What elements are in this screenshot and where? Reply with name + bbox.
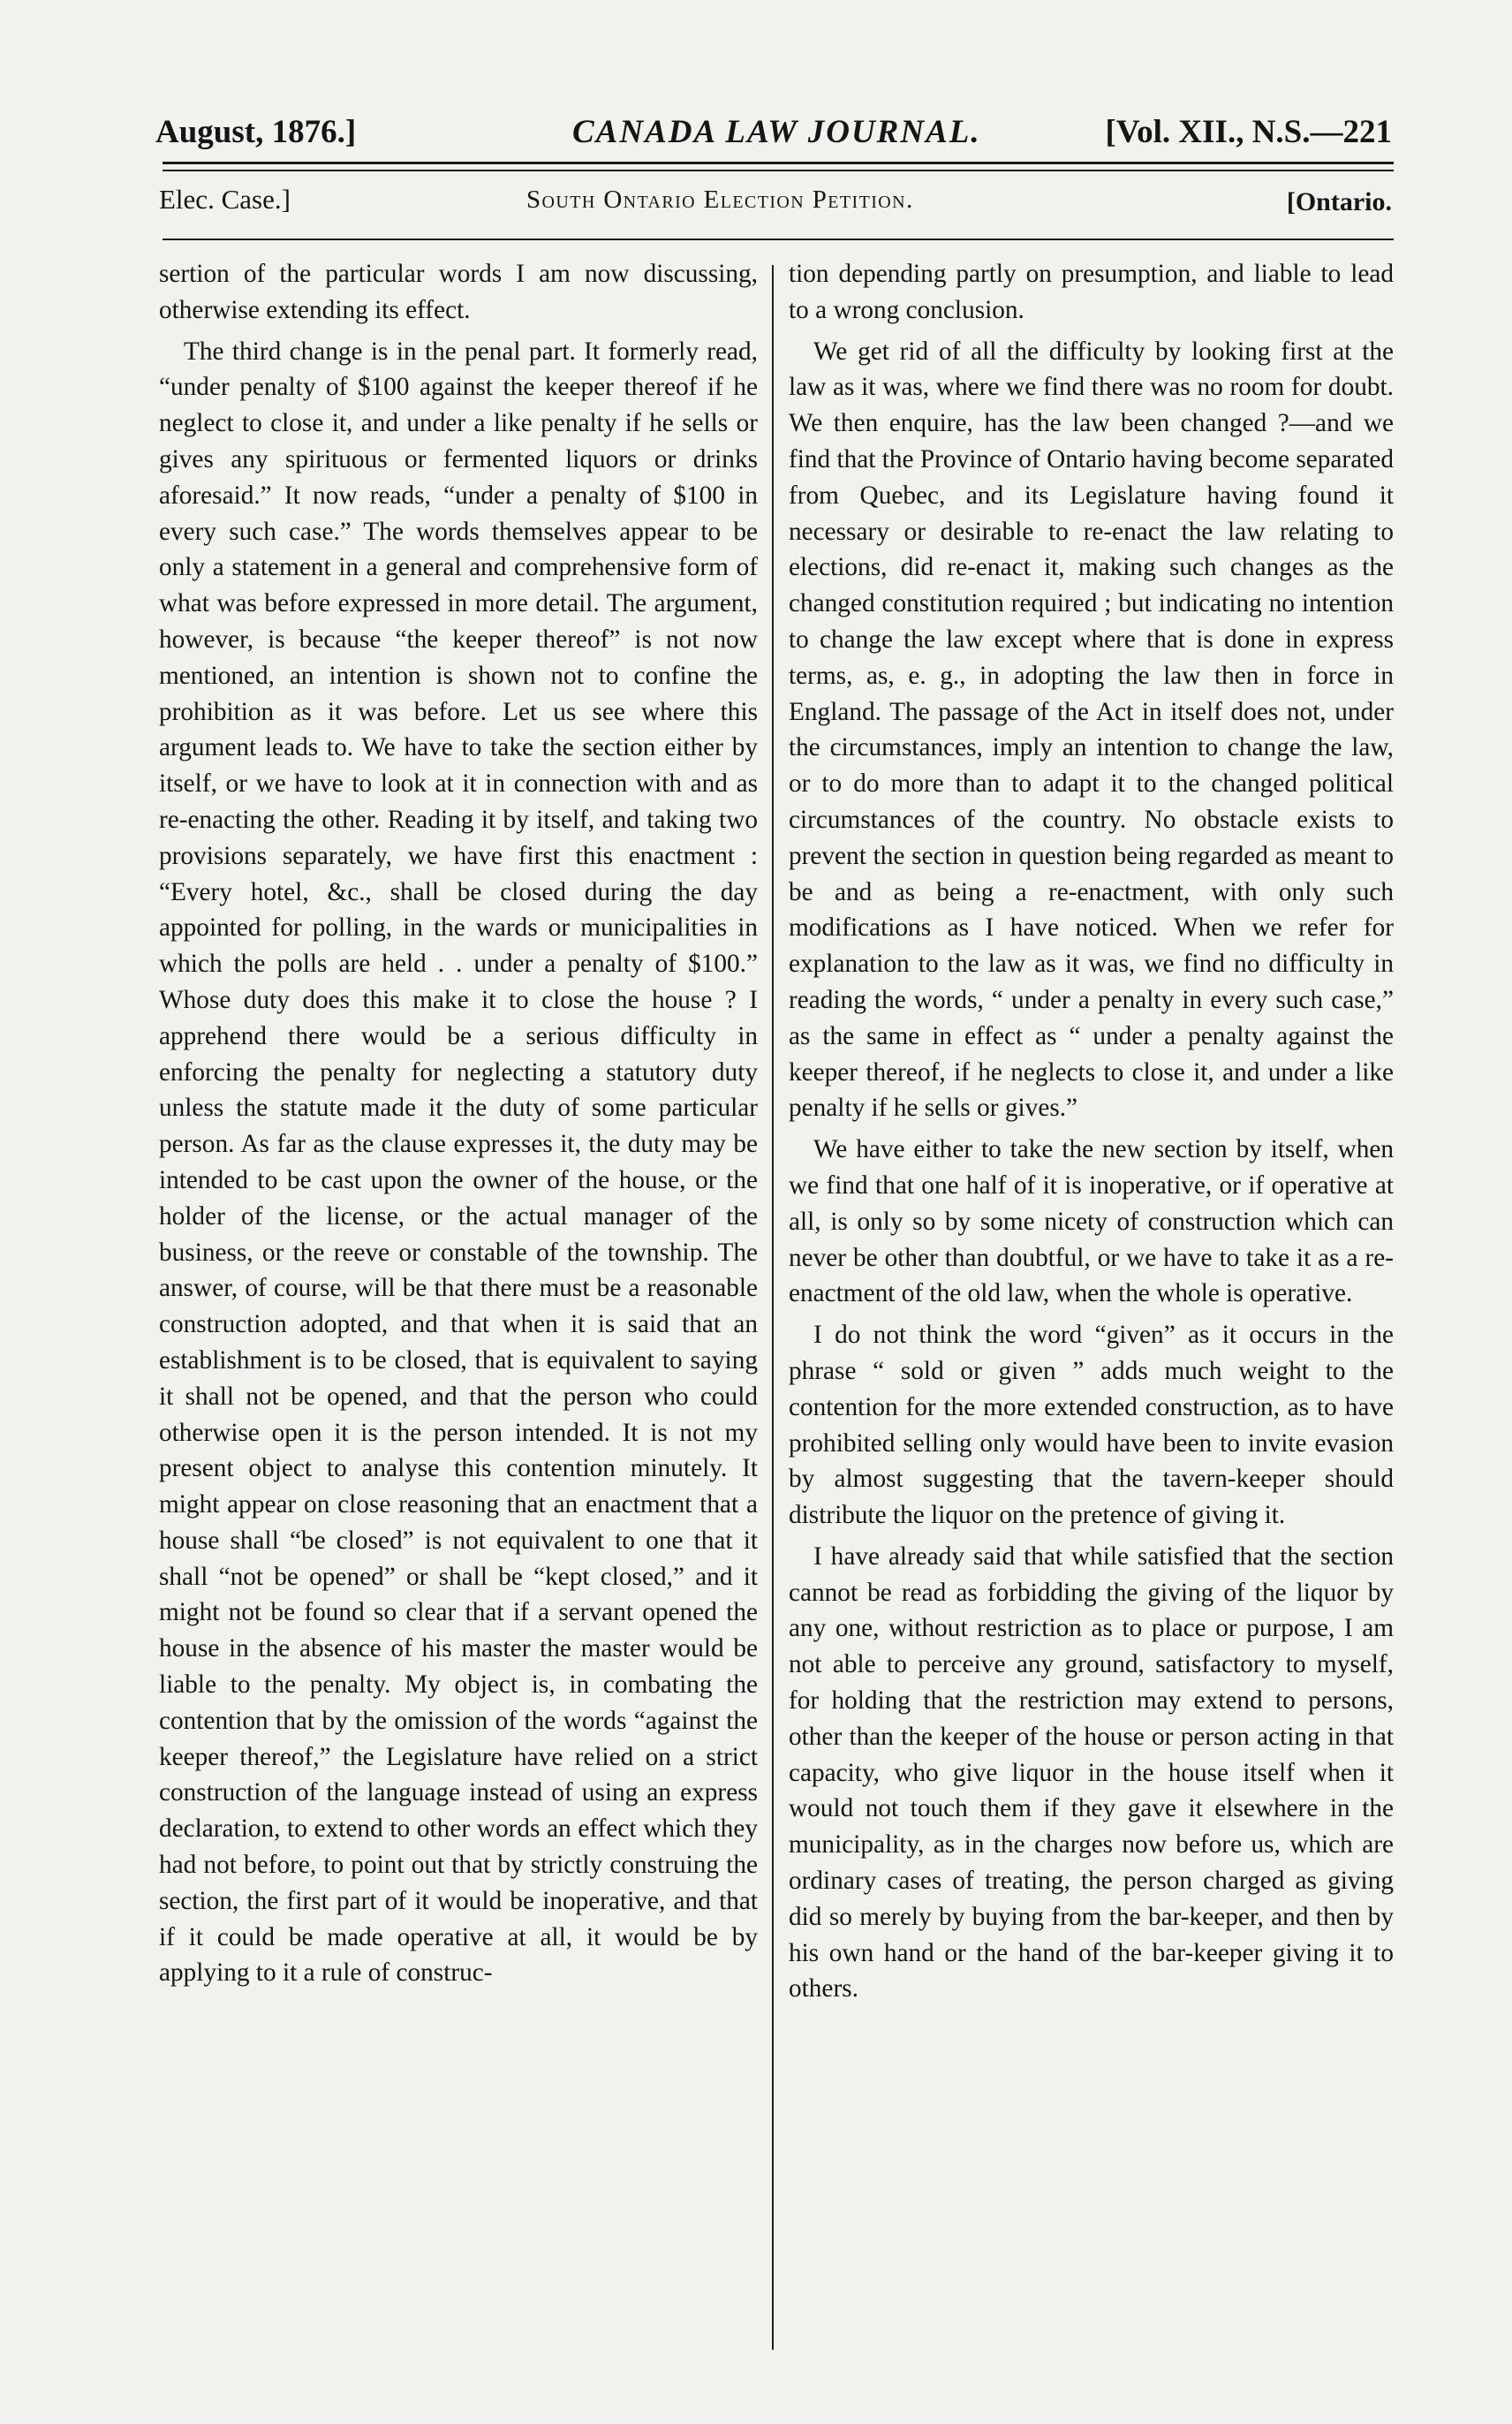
paragraph: sertion of the particular words I am now discussing, otherwise extending its effect. — [159, 260, 758, 324]
case-type: Elec. Case.] — [159, 184, 291, 215]
case-title: South Ontario Election Petition. — [526, 186, 914, 214]
issue-date: August, 1876.] — [155, 114, 357, 150]
header-rule-top — [163, 162, 1394, 164]
right-column — [789, 256, 1394, 2007]
paragraph: I have already said that while satisfied that the section cannot be read as forbidding the giving of the liquor by any one, without restriction as to place or purpose, I am not able to perceive any ground, satisfactory to myself, for holding that the restriction may extend to persons, other than the keeper of the house or person acting in that capacity, who give liquor in the house itself when it would not touch them if they gave it elsewhere in the municipality, as in the charges now before us, which are ordinary cases of treating, the person charged as giving did so merely by buying from the bar-keeper, and then by his own hand or the hand of the bar-keeper giving it to others. — [789, 1542, 1394, 2004]
paragraph: I do not think the word “given” as it occurs in the phrase “ sold or given ” adds much weight to the contention for the more extended construction, as to have prohibited selling only would have been to invite evasion by almost suggesting that the tavern-keeper should distribute the liquor on the pretence of giving it. — [789, 1321, 1394, 1530]
left-column — [159, 256, 758, 1991]
subheader-rule — [163, 239, 1394, 240]
journal-title: CANADA LAW JOURNAL. — [572, 114, 981, 150]
paragraph: We have either to take the new section by itself, when we find that one half of it is inoperative, or if operative at all, is only so by some nicety of construction which can never be other than doubtful, or we have to take it as a re-enactment of the old law, when the whole is operative. — [789, 1135, 1394, 1308]
paragraph: tion depending partly on presumption, and liable to lead to a wrong conclusion. — [789, 260, 1394, 324]
header-rule-bottom — [163, 170, 1394, 171]
paragraph: We get rid of all the difficulty by looking first at the law as it was, where we find there was no room for doubt. We then enquire, has the law been changed ?—and we find that the Province of Ontario having become separated from Quebec, and its Legislature having found it necessary or desirable to re-enact the law relating to elections, did re-enact it, making such changes as the changed constitution required ; but indicating no intention to change the law except where that is done in express terms, as, e. g., in adopting the law then in force in England. The passage of the Act in itself does not, under the circumstances, imply an intention to change the law, or to do more than to adapt it to the changed political circumstances of the country. No obstacle exists to prevent the section in question being regarded as meant to be and as being a re-enactment, with only such modifications as I have noticed. When we refer for explanation to the law as it was, we find no difficulty in reading the words, “ under a penalty in every such case,” as the same in effect as “ under a penalty against the keeper thereof, if he neglects to close it, and under a like penalty if he sells or gives.” — [789, 337, 1394, 1123]
running-header — [155, 113, 1392, 159]
case-header — [155, 184, 1392, 224]
paragraph: The third change is in the penal part. It formerly read, “under penalty of $100 against the keeper thereof if he neglect to close it, and under a like penalty if he sells or gives any spirituous or fermented liquors or drinks aforesaid.” It now reads, “under a penalty of $100 in every such case.” The words themselves appear to be only a statement in a general and comprehensive form of what was before expressed in more detail. The argument, however, is because “the keeper thereof” is not now mentioned, an intention is shown not to confine the prohibition as it was before. Let us see where this argument leads to. We have to take the section either by itself, or we have to look at it in connection with and as re-enacting the other. Reading it by itself, and taking two provisions separately, we have first this enactment : “Every hotel, &c., shall be closed during the day appointed for polling, in the wards or municipalities in which the polls are held . . under a penalty of $100.” Whose duty does this make it to close the house ? I apprehend there would be a serious difficulty in enforcing the penalty for neglecting a statutory duty unless the statute made it the duty of some particular person. As far as the clause expresses it, the duty may be intended to be cast upon the owner of the house, or the holder of the license, or the actual manager of the business, or the reeve or constable of the township. The answer, of course, will be that there must be a reasonable construction adopted, and that when it is said that an establishment is to be closed, that is equivalent to saying it shall not be opened, and that the person who could otherwise open it is the person intended. It is not my present object to analyse this contention minutely. It might appear on close reasoning that an enactment that a house shall “be closed” is not equivalent to one that it shall “not be opened” or shall be “kept closed,” and it might not be found so clear that if a servant opened the house in the absence of his master the master would be liable to the penalty. My object is, in combating the contention that by the omission of the words “against the keeper thereof,” the Legislature have relied on a strict construction of the language instead of using an express declaration, to extend to other words an effect which they had not before, to point out that by strictly construing the section, the first part of it would be inoperative, and that if it could be made operative at all, it would be by applying to it a rule of construc- — [159, 337, 758, 1988]
volume-page-number: [Vol. XII., N.S.—221 — [1105, 114, 1392, 150]
column-divider — [772, 265, 774, 2350]
jurisdiction: [Ontario. — [1286, 187, 1392, 216]
